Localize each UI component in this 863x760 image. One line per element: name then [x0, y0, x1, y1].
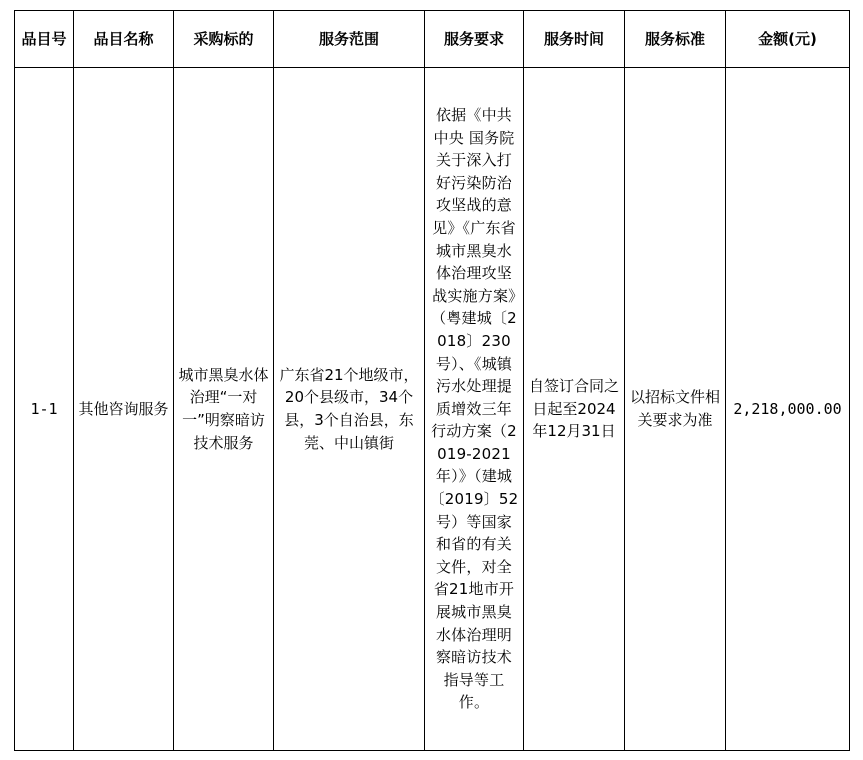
table-body — [15, 68, 850, 751]
table-row — [15, 68, 850, 751]
cell-item-no: 1-1 — [15, 68, 74, 751]
cell-service-standard: 以招标文件相关要求为准 — [625, 68, 726, 751]
header-service-requirement: 服务要求 — [425, 11, 524, 68]
cell-amount: 2,218,000.00 — [726, 68, 850, 751]
header-service-standard: 服务标准 — [625, 11, 726, 68]
cell-item-name: 其他咨询服务 — [74, 68, 174, 751]
header-service-scope: 服务范围 — [274, 11, 425, 68]
header-item-name: 品目名称 — [74, 11, 174, 68]
header-procurement-object: 采购标的 — [174, 11, 274, 68]
table-header — [15, 11, 850, 68]
cell-procurement-object: 城市黑臭水体治理“一对一”明察暗访技术服务 — [174, 68, 274, 751]
cell-service-requirement: 依据《中共中央 国务院关于深入打好污染防治攻坚战的意见》《广东省城市黑臭水体治理攻坚战实施方案》（粤建城〔2018〕230号）、《城镇污水处理提质增效三年行动方案（2019-2021年）》（建城〔2019〕52号）等国家和省的有关文件，对全省21地市开展城市黑臭水体治理明察暗访技术指导等工作。 — [425, 68, 524, 751]
cell-service-scope: 广东省21个地级市，20个县级市，34个县，3个自治县，东莞、中山镇街 — [274, 68, 425, 751]
procurement-table — [14, 10, 850, 751]
header-amount: 金额(元) — [726, 11, 850, 68]
procurement-table-container — [14, 10, 850, 751]
header-service-time: 服务时间 — [524, 11, 625, 68]
header-row — [15, 11, 850, 68]
header-item-no: 品目号 — [15, 11, 74, 68]
cell-service-time: 自签订合同之日起至2024年12月31日 — [524, 68, 625, 751]
